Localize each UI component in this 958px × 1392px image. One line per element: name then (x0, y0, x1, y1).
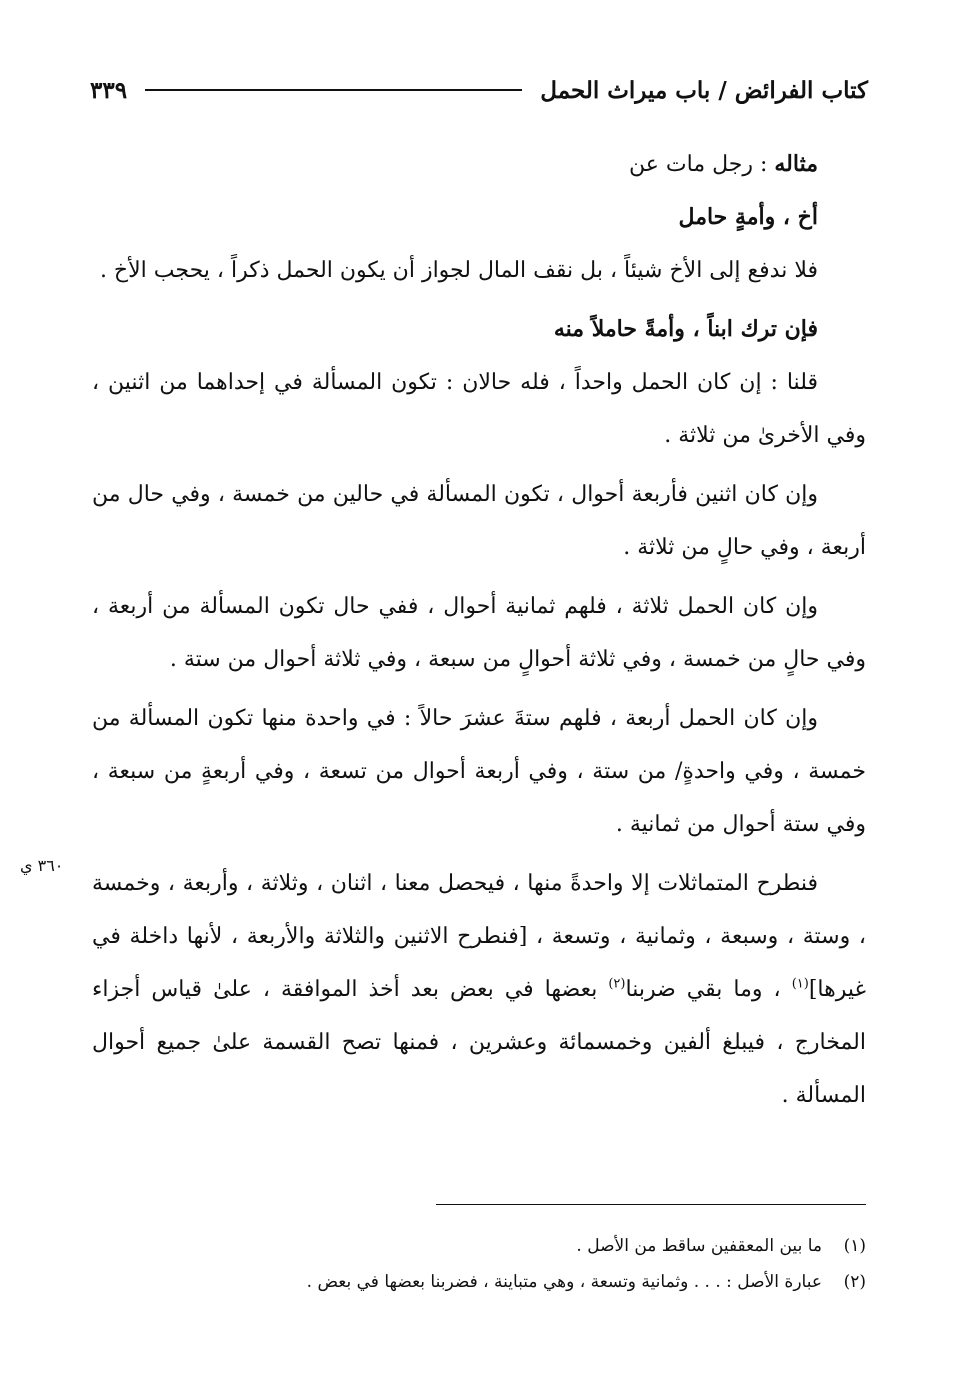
example-label: مثاله (774, 151, 818, 177)
page-header (90, 70, 868, 110)
footnote-1 (92, 1228, 866, 1264)
paragraph-6 (92, 857, 866, 1122)
paragraph-5: وإن كان الحمل أربعة ، فلهم ستةَ عشرَ حالاً : في واحدة منها تكون المسألة من خمسة ، وفي واحدةٍ/ من ستة ، وفي أربعة أحوال من تسعة ، وفي أربعةٍ من سبعة ، وفي ستة أحوال من ثمانية . (92, 706, 866, 837)
heirs-line-2: فإن ترك ابناً ، وأمةً حاملاً منه (553, 316, 818, 342)
main-text (92, 138, 866, 1128)
page-number: ٣٣٩ (90, 76, 128, 104)
paragraph-2: قلنا : إن كان الحمل واحداً ، فله حالان : تكون المسألة في إحداهما من اثنين ، وفي الأخرىٰ من ثلاثة . (92, 370, 866, 448)
paragraph-6-part-2: ، وما بقي ضربنا (625, 977, 792, 1002)
footnote-number: (١) (843, 1236, 866, 1256)
heirs-line-1: أخ ، وأمةٍ حامل (678, 204, 818, 230)
footnote-number: (٢) (843, 1272, 866, 1292)
paragraph-6-part-1: فنطرح المتماثلات إلا واحدةً منها ، فيحصل معنا ، اثنان ، وثلاثة ، وأربعة ، وخمسة ، وستة ، وسبعة ، وثمانية ، وتسعة ، [فنطرح الاثنين والثلاثة والأربعة ، لأنها داخلة في غيرها] (92, 871, 866, 1002)
footnote-separator (436, 1204, 866, 1205)
paragraph-1: فلا ندفع إلى الأخ شيئاً ، بل نقف المال لجواز أن يكون الحمل ذكراً ، يحجب الأخ . (99, 258, 818, 283)
footnotes (92, 1228, 866, 1300)
header-rule (145, 89, 522, 91)
paragraph-4: وإن كان الحمل ثلاثة ، فلهم ثمانية أحوال ، ففي حال تكون المسألة من أربعة ، وفي حالٍ من خمسة ، وفي ثلاثة أحوالٍ من سبعة ، وفي ثلاثة أحوال من ستة . (92, 594, 866, 672)
paragraph-6-part-3: بعضها في بعض بعد أخذ الموافقة ، علىٰ قياس أجزاء المخارج ، فيبلغ ألفين وخمسمائة وعشرين ، فمنها تصح القسمة علىٰ جميع أحوال المسألة . (92, 977, 866, 1108)
running-title: كتاب الفرائض / باب ميراث الحمل (540, 76, 868, 104)
footnote-2 (92, 1264, 866, 1300)
manuscript-margin-note: ٣٦٠ ي (20, 856, 64, 875)
footnote-ref-2[interactable]: (٢) (608, 976, 626, 992)
footnote-text: ما بين المعقفين ساقط من الأصل . (576, 1236, 822, 1256)
footnote-ref-1[interactable]: (١) (791, 976, 809, 992)
footnote-text: عبارة الأصل : . . . وثمانية وتسعة ، وهي متباينة ، فضربنا بعضها في بعض . (306, 1272, 822, 1292)
paragraph-3: وإن كان اثنين فأربعة أحوال ، تكون المسألة في حالين من خمسة ، وفي حال من أربعة ، وفي حالٍ من ثلاثة . (92, 482, 866, 560)
example-line (92, 138, 866, 191)
example-text: : رجل مات عن (629, 152, 775, 177)
